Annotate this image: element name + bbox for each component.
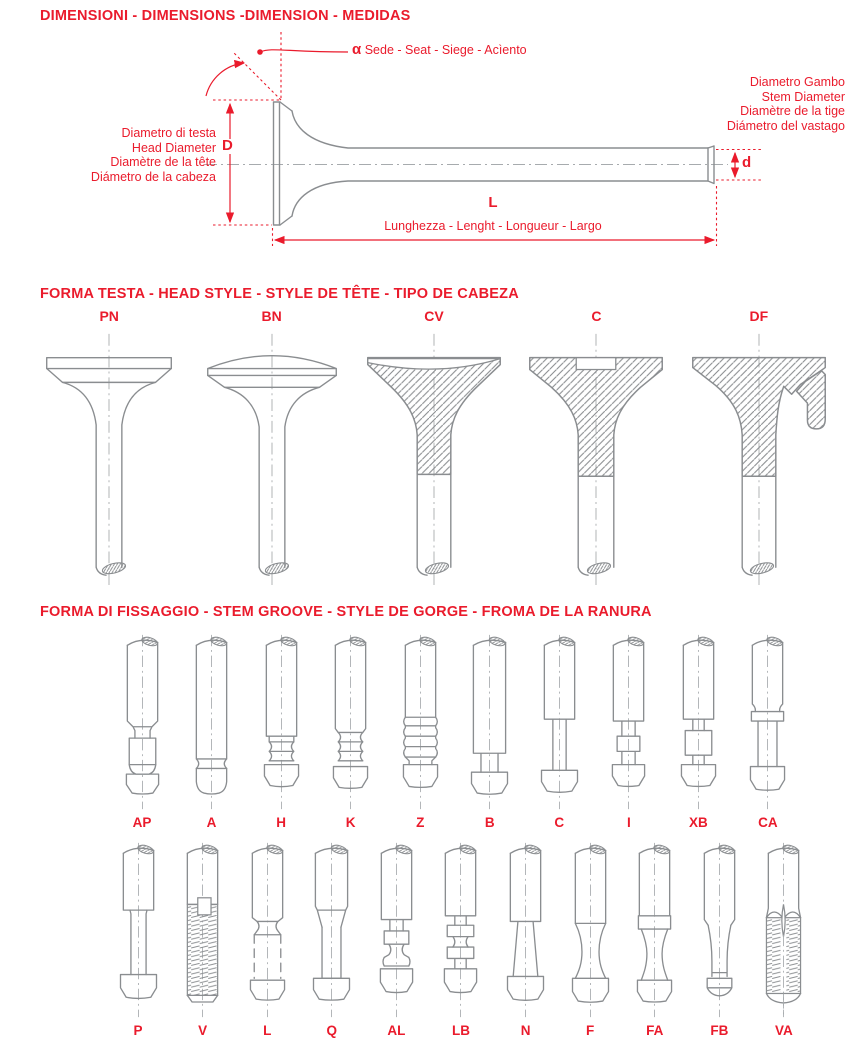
stem-groove-label: LB	[451, 1023, 470, 1038]
stem-p-drawing	[110, 840, 167, 1020]
stem-groove-label: CA	[758, 815, 778, 830]
head-style-row	[28, 308, 840, 590]
stem-groove-row-2	[108, 840, 814, 1038]
seat-label: Sede - Seat - Siege - Acìento	[364, 43, 527, 57]
head-style-c-drawing	[521, 328, 671, 590]
length-symbol: L	[488, 194, 498, 211]
stem-groove-label: H	[276, 815, 286, 830]
stem-z-drawing	[392, 632, 449, 812]
stem-groove-label: B	[484, 815, 495, 830]
stem-groove-label: Z	[416, 815, 425, 830]
stem-v-drawing	[174, 840, 231, 1020]
head-style-pn-drawing	[34, 328, 184, 590]
stem-groove-label: FB	[710, 1023, 729, 1038]
head-style-figure-df	[678, 308, 840, 590]
stem-diameter-symbol: d	[742, 154, 752, 171]
head-style-label: C	[591, 308, 602, 324]
stem-groove-label: K	[345, 815, 356, 830]
stem-ca-drawing	[739, 632, 796, 812]
head-style-figure-c	[515, 308, 677, 590]
stem-q-drawing	[303, 840, 360, 1020]
stem-groove-label: F	[586, 1023, 595, 1038]
stem-groove-label: AL	[387, 1023, 406, 1038]
stem-groove-label: I	[626, 815, 631, 830]
stem-h-drawing	[253, 632, 310, 812]
length-label: Lunghezza - Lenght - Longueur - Largo	[384, 219, 602, 233]
head-style-figure-cv	[353, 308, 515, 590]
head-style-label: PN	[99, 308, 119, 324]
stem-groove-figure-i	[599, 632, 659, 830]
stem-groove-figure-k	[321, 632, 381, 830]
stem-groove-figure-z	[390, 632, 450, 830]
stem-groove-figure-q	[302, 840, 362, 1038]
stem-groove-label: A	[206, 815, 217, 830]
head-style-label: DF	[749, 308, 769, 324]
stem-groove-label: AP	[132, 815, 152, 830]
stem-xb-drawing	[670, 632, 727, 812]
stem-fa-drawing	[626, 840, 683, 1020]
stem-groove-title: FORMA DI FISSAGGIO - STEM GROOVE - STYLE DE GORGE - FROMA DE LA RANURA	[40, 604, 652, 620]
stem-al-drawing	[368, 840, 425, 1020]
head-style-figure-pn	[28, 308, 190, 590]
stem-groove-figure-al	[366, 840, 426, 1038]
stem-groove-figure-l	[237, 840, 297, 1038]
head-style-label: CV	[424, 308, 444, 324]
stem-groove-figure-xb	[668, 632, 728, 830]
head-diameter-symbol: D	[222, 137, 233, 154]
stem-groove-figure-fa	[625, 840, 685, 1038]
stem-l-drawing	[239, 840, 296, 1020]
head-style-figure-bn	[190, 308, 352, 590]
stem-b-drawing	[461, 632, 518, 812]
stem-lb-drawing	[432, 840, 489, 1020]
head-style-label: BN	[261, 308, 282, 324]
stem-groove-figure-a	[182, 632, 242, 830]
stem-groove-label: P	[133, 1023, 143, 1038]
stem-groove-figure-b	[460, 632, 520, 830]
alpha-symbol: α	[352, 41, 362, 58]
stem-n-drawing	[497, 840, 554, 1020]
stem-groove-label: L	[263, 1023, 272, 1038]
stem-va-drawing	[755, 840, 812, 1020]
stem-groove-label: FA	[646, 1023, 664, 1038]
stem-groove-figure-ap	[112, 632, 172, 830]
stem-groove-figure-h	[251, 632, 311, 830]
head-style-cv-drawing	[359, 328, 509, 590]
stem-groove-figure-ca	[738, 632, 798, 830]
stem-groove-row-1	[112, 632, 798, 830]
stem-groove-label: Q	[326, 1023, 338, 1038]
head-diameter-label: Diametro di testa Head Diameter Diamètre de la tête Diámetro de la cabeza	[90, 126, 216, 184]
head-style-title: FORMA TESTA - HEAD STYLE - STYLE DE TÊTE - TIPO DE CABEZA	[40, 286, 519, 302]
stem-groove-figure-c	[529, 632, 589, 830]
dimensions-diagram	[0, 30, 860, 265]
stem-groove-label: V	[198, 1023, 208, 1038]
stem-groove-label: C	[554, 815, 565, 830]
seat-angle-label	[352, 43, 527, 58]
stem-groove-figure-p	[108, 840, 168, 1038]
stem-i-drawing	[600, 632, 657, 812]
stem-a-drawing	[183, 632, 240, 812]
stem-groove-figure-va	[754, 840, 814, 1038]
stem-groove-figure-n	[496, 840, 556, 1038]
stem-diameter-label: Diametro Gambo Stem Diameter Diamètre de la tige Diámetro del vastago	[726, 75, 845, 133]
stem-c-drawing	[531, 632, 588, 812]
stem-groove-figure-v	[173, 840, 233, 1038]
stem-groove-label: XB	[688, 815, 708, 830]
head-style-df-drawing	[684, 328, 834, 590]
head-style-bn-drawing	[197, 328, 347, 590]
stem-groove-label: VA	[775, 1023, 793, 1038]
stem-groove-figure-lb	[431, 840, 491, 1038]
stem-groove-figure-fb	[689, 840, 749, 1038]
stem-f-drawing	[562, 840, 619, 1020]
stem-groove-label: N	[520, 1023, 531, 1038]
stem-groove-figure-f	[560, 840, 620, 1038]
dimensions-title: DIMENSIONI - DIMENSIONS -DIMENSION - MEDIDAS	[40, 8, 411, 24]
stem-fb-drawing	[691, 840, 748, 1020]
stem-k-drawing	[322, 632, 379, 812]
stem-ap-drawing	[114, 632, 171, 812]
